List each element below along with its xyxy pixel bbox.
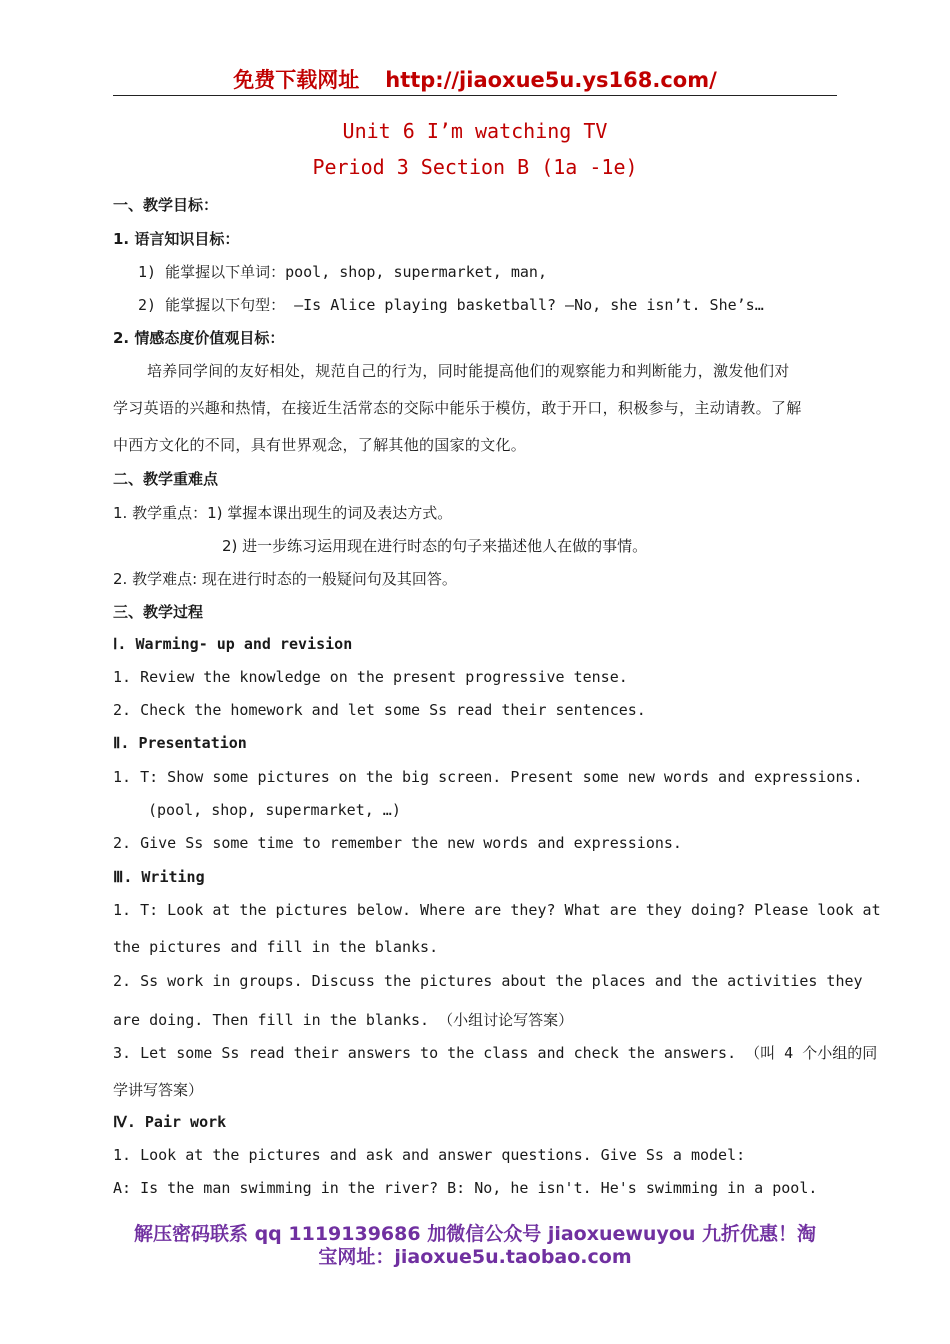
keypoint-item-1b: 2) 进一步练习运用现在进行时态的句子来描述他人在做的事情。 — [222, 537, 648, 555]
subsection-attitude-goals: 2. 情感态度价值观目标： — [113, 329, 285, 347]
section-heading-keypoints: 二、教学重难点 — [113, 470, 219, 488]
section-heading-process: 三、教学过程 — [113, 603, 204, 621]
step-heading-pairwork: Ⅳ. Pair work — [113, 1113, 227, 1131]
attitude-paragraph-line2: 学习英语的兴趣和热情，在接近生活常态的交际中能乐于模仿，敢于开口，积极参与，主动请教。了解 — [113, 399, 802, 417]
step-writing-item-1b: the pictures and fill in the blanks. — [113, 938, 439, 956]
page-subtitle: Period 3 Section B (1a -1e) — [312, 155, 638, 179]
goal-item-sentences: 2) 能掌握以下句型： —Is Alice playing basketball? —No, she isn’t. She’s… — [138, 296, 764, 314]
step-warmup-item-1: 1. Review the knowledge on the present progressive tense. — [113, 668, 628, 686]
header-url-link[interactable]: http://jiaoxue5u.ys168.com/ — [385, 68, 717, 92]
page-title: Unit 6 I’m watching TV — [342, 119, 608, 143]
step-heading-warmup: Ⅰ. Warming- up and revision — [113, 635, 353, 653]
keypoint-item-1: 1. 教学重点：1) 掌握本课出现生的词及表达方式。 — [113, 504, 453, 522]
step-heading-writing: Ⅲ. Writing — [113, 868, 205, 886]
keypoint-item-2: 2. 教学难点: 现在进行时态的一般疑问句及其回答。 — [113, 570, 457, 588]
subsection-language-goals: 1. 语言知识目标： — [113, 230, 240, 248]
step-pairwork-item-1: 1. Look at the pictures and ask and answer questions. Give Ss a model: — [113, 1146, 746, 1164]
goal-item-words: 1) 能掌握以下单词：pool, shop, supermarket, man, — [138, 263, 547, 281]
step-presentation-item-1b: (pool, shop, supermarket, …) — [148, 801, 401, 819]
step-writing-item-2a: 2. Ss work in groups. Discuss the pictures about the places and the activities they — [113, 972, 863, 990]
footer-contact-line2[interactable]: 宝网址：jiaoxue5u.taobao.com — [318, 1246, 632, 1268]
download-header — [0, 64, 950, 94]
section-heading-goals: 一、教学目标： — [113, 196, 219, 214]
step-writing-item-2b: are doing. Then fill in the blanks. （小组讨论写答案） — [113, 1011, 574, 1029]
attitude-paragraph-line3: 中西方文化的不同，具有世界观念，了解其他的国家的文化。 — [113, 436, 527, 454]
step-writing-item-3a: 3. Let some Ss read their answers to the class and check the answers. （叫 4 个小组的同 — [113, 1044, 878, 1062]
footer-contact-line1: 解压密码联系 qq 1119139686 加微信公众号 jiaoxuewuyou 九折优惠！淘 — [133, 1223, 817, 1245]
step-heading-presentation: Ⅱ. Presentation — [113, 734, 247, 752]
header-divider — [113, 95, 837, 96]
step-presentation-item-1: 1. T: Show some pictures on the big screen. Present some new words and expressions. — [113, 768, 863, 786]
step-presentation-item-2: 2. Give Ss some time to remember the new words and expressions. — [113, 834, 682, 852]
step-writing-item-1a: 1. T: Look at the pictures below. Where are they? What are they doing? Please look at — [113, 901, 881, 919]
step-writing-item-3b: 学讲写答案） — [113, 1081, 204, 1099]
header-label: 免费下载网址 — [233, 68, 360, 92]
step-warmup-item-2: 2. Check the homework and let some Ss read their sentences. — [113, 701, 646, 719]
step-pairwork-item-2: A: Is the man swimming in the river? B: No, he isn't. He's swimming in a pool. — [113, 1179, 818, 1197]
attitude-paragraph-line1: 培养同学间的友好相处，规范自己的行为，同时能提高他们的观察能力和判断能力，激发他们对 — [147, 362, 790, 380]
